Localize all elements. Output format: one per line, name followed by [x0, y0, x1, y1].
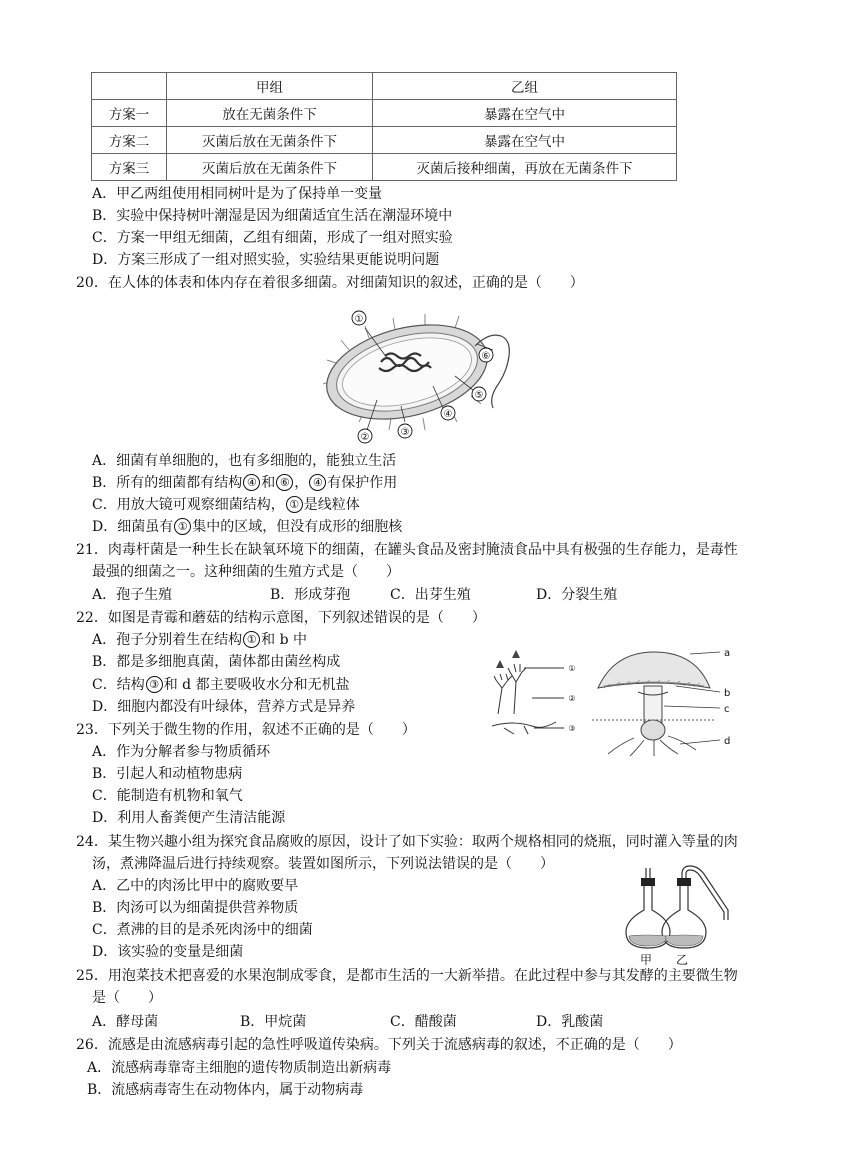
q21-option-b: B．形成芽孢 — [270, 587, 351, 603]
fig22-label-c: c — [724, 704, 730, 715]
q22-a-text: 和 b 中 — [261, 632, 307, 648]
q25-option-d: D．乳酸菌 — [536, 1014, 604, 1030]
flask-experiment-diagram — [620, 864, 740, 966]
flask-label-yi: 乙 — [676, 953, 689, 966]
q20-b-text: 和 — [261, 475, 276, 491]
q22-option-b: B．都是多细胞真菌，菌体都由菌丝构成 — [92, 654, 341, 670]
table-header-cell — [92, 73, 167, 100]
fig20-label-2: ② — [360, 432, 370, 443]
circled-number: ④ — [243, 474, 260, 491]
q20-c-text: 是线粒体 — [303, 497, 360, 513]
q22-stem: 22．如图是青霉和蘑菇的结构示意图，下列叙述错误的是（ ） — [76, 610, 486, 626]
circled-number: ① — [243, 631, 260, 648]
circled-number: ④ — [309, 474, 326, 491]
table-row — [92, 127, 677, 154]
table-cell: 灭菌后放在无菌条件下 — [167, 127, 373, 154]
q22-c-text: 和 d 都主要吸收水分和无机盐 — [163, 677, 350, 693]
penicillium-drawing — [492, 664, 564, 734]
circled-number: ① — [286, 496, 303, 513]
table-cell: 方案三 — [92, 154, 167, 181]
fig22-label-3: ③ — [568, 724, 576, 733]
q20-b-text: B．所有的细菌都有结构 — [92, 475, 243, 491]
q19-option-b: B．实验中保持树叶潮湿是因为细菌适宜生活在潮湿环境中 — [92, 208, 453, 224]
mushroom-drawing — [592, 652, 720, 756]
q25-option-a: A．酵母菌 — [92, 1014, 159, 1030]
q20-c-text: C．用放大镜可观察细菌结构， — [92, 497, 285, 513]
fig22-label-1: ① — [568, 664, 576, 673]
circled-number: ③ — [146, 676, 163, 693]
table-cell: 方案一 — [92, 100, 167, 127]
fig22-label-d: d — [724, 736, 731, 747]
q21-stem-line1: 21．肉毒杆菌是一种生长在缺氧环境下的细菌，在罐头食品及密封腌渍食品中具有极强的生存能力，是毒性 — [76, 542, 738, 558]
fig22-label-a: a — [724, 648, 731, 659]
table-cell: 灭菌后接种细菌，再放在无菌条件下 — [373, 154, 677, 181]
q24-stem-line1: 24．某生物兴趣小组为探究食品腐败的原因，设计了如下实验：取两个规格相同的烧瓶，同时灌入等量的肉 — [76, 834, 738, 850]
q25-option-c: C．醋酸菌 — [390, 1014, 457, 1030]
q24-option-c: C．煮沸的目的是杀死肉汤中的细菌 — [92, 922, 313, 938]
q25-stem-line1: 25．用泡菜技术把喜爱的水果泡制成零食，是都市生活的一大新举措。在此过程中参与其发酵的主要微生物 — [76, 968, 738, 984]
fig20-label-4: ④ — [443, 409, 453, 420]
q19-option-c: C．方案一甲组无细菌，乙组有细菌，形成了一组对照实验 — [92, 230, 453, 246]
table-row — [92, 154, 677, 181]
table-header-cell: 乙组 — [373, 73, 677, 100]
circled-number: ① — [174, 518, 191, 535]
q24-option-a: A．乙中的肉汤比甲中的腐败要早 — [92, 878, 299, 894]
q26-option-a: A．流感病毒靠寄主细胞的遗传物质制造出新病毒 — [87, 1060, 392, 1076]
circled-number: ⑥ — [276, 474, 293, 491]
fig20-label-6: ⑥ — [481, 351, 491, 362]
table-cell: 暴露在空气中 — [373, 127, 677, 154]
q21-option-d: D．分裂生殖 — [536, 587, 618, 603]
table-cell: 放在无菌条件下 — [167, 100, 373, 127]
q20-option-a: A．细菌有单细胞的，也有多细胞的，能独立生活 — [92, 453, 397, 469]
table-cell: 暴露在空气中 — [373, 100, 677, 127]
q24-option-b: B．肉汤可以为细菌提供营养物质 — [92, 900, 299, 916]
q21-stem-line2: 最强的细菌之一。这种细菌的生殖方式是（ ） — [92, 564, 400, 580]
fig22-label-2: ② — [568, 694, 576, 703]
table-row — [92, 100, 677, 127]
q20-d-text: 集中的区域，但没有成形的细胞核 — [192, 519, 403, 535]
q24-stem-line2: 汤，煮沸降温后进行持续观察。装置如图所示，下列说法错误的是（ ） — [92, 856, 554, 872]
q20-option-d — [92, 517, 402, 537]
table-cell: 方案二 — [92, 127, 167, 154]
q26-stem: 26．流感是由流感病毒引起的急性呼吸道传染病。下列关于流感病毒的叙述，不正确的是（ ） — [76, 1037, 682, 1053]
table-cell: 灭菌后放在无菌条件下 — [167, 154, 373, 181]
q20-b-text: ， — [294, 475, 309, 491]
q23-option-c: C．能制造有机物和氧气 — [92, 788, 243, 804]
q23-option-b: B．引起人和动植物患病 — [92, 766, 243, 782]
q19-option-a: A．甲乙两组使用相同树叶是为了保持单一变量 — [92, 186, 383, 202]
table-header-cell: 甲组 — [167, 73, 373, 100]
q26-option-b: B．流感病毒寄生在动物体内，属于动物病毒 — [87, 1082, 364, 1098]
q25-option-b: B．甲烷菌 — [240, 1014, 307, 1030]
q21-option-c: C．出芽生殖 — [390, 587, 471, 603]
q20-d-text: D．细菌虽有 — [92, 519, 174, 535]
fig22-label-b: b — [724, 688, 731, 699]
fig20-label-3: ③ — [400, 427, 410, 438]
q23-option-a: A．作为分解者参与物质循环 — [92, 744, 271, 760]
q20-stem: 20．在人体的体表和体内存在着很多细菌。对细菌知识的叙述，正确的是（ ） — [76, 275, 584, 291]
q23-option-d: D．利用人畜粪便产生清洁能源 — [92, 810, 286, 826]
q22-option-c — [92, 675, 350, 695]
q20-option-b — [92, 473, 397, 493]
q23-stem: 23．下列关于微生物的作用，叙述不正确的是（ ） — [76, 722, 416, 738]
penicillium-mushroom-diagram — [484, 648, 740, 758]
flask-label-jia: 甲 — [640, 953, 653, 966]
table-header-row — [92, 73, 677, 100]
q19-option-d: D．方案三形成了一组对照实验，实验结果更能说明问题 — [92, 252, 440, 268]
q20-option-c — [92, 495, 360, 515]
experiment-table — [91, 72, 677, 181]
q22-a-text: A．孢子分别着生在结构 — [92, 632, 243, 648]
q20-b-text: 有保护作用 — [327, 475, 398, 491]
bacterium-diagram — [315, 300, 520, 450]
q22-c-text: C．结构 — [92, 677, 145, 693]
fig20-label-5: ⑤ — [474, 390, 484, 401]
q22-option-d: D．细胞内都没有叶绿体，营养方式是异养 — [92, 699, 356, 715]
fig20-label-1: ① — [354, 314, 364, 325]
q21-option-a: A．孢子生殖 — [92, 587, 173, 603]
q25-stem-line2: 是（ ） — [92, 990, 162, 1006]
q24-option-d: D．该实验的变量是细菌 — [92, 944, 244, 960]
q22-option-a — [92, 630, 307, 650]
